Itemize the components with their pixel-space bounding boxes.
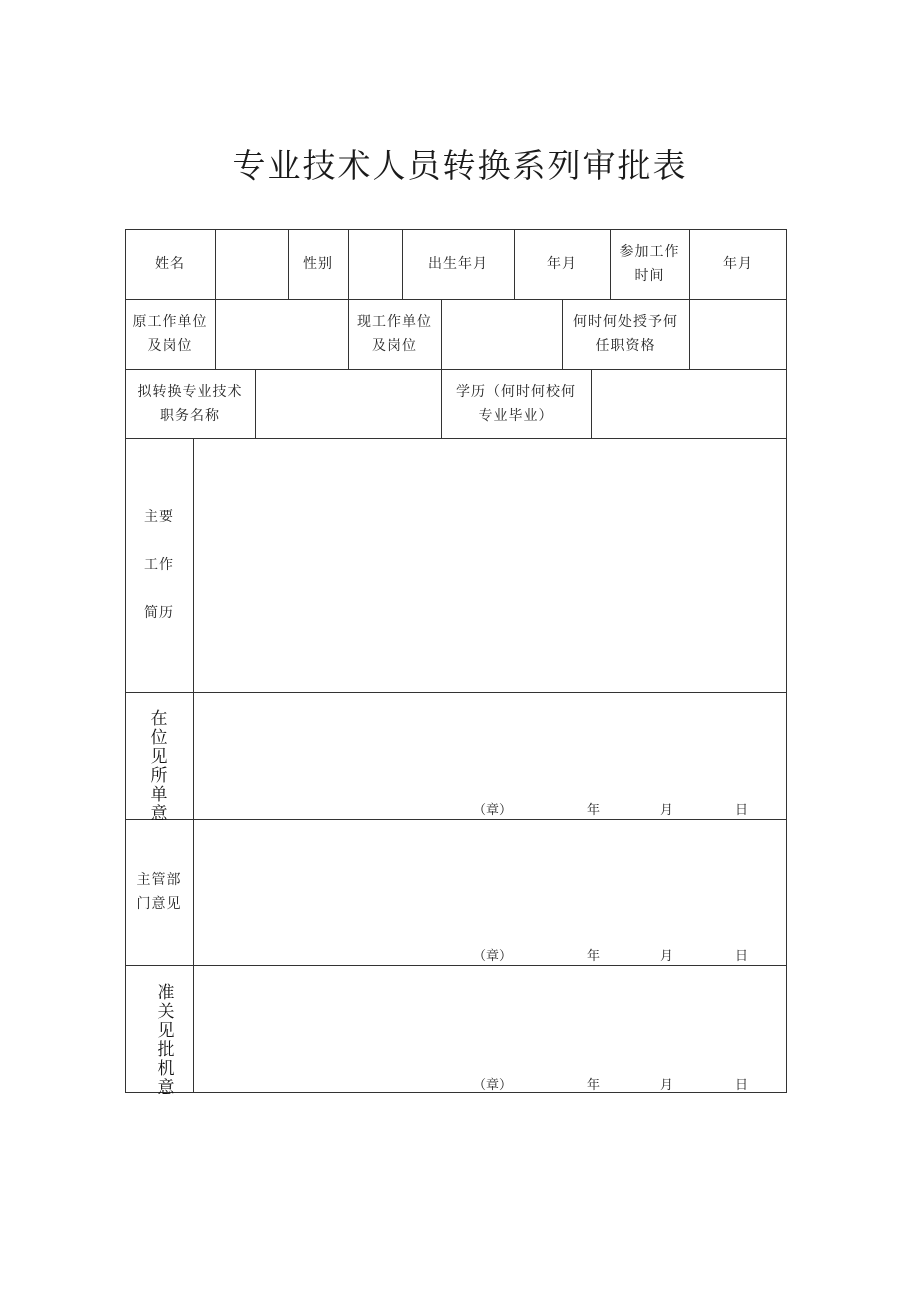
education-label-line2: 专业毕业） bbox=[478, 407, 554, 424]
current-unit-field[interactable] bbox=[441, 299, 562, 369]
dept-opinion-seal: （章） bbox=[473, 949, 513, 964]
original-unit-label-line2: 及岗位 bbox=[147, 338, 193, 354]
approval-opinion-day: 日 bbox=[735, 1078, 749, 1093]
unit-opinion-month: 月 bbox=[660, 803, 674, 818]
target-title-field[interactable] bbox=[255, 369, 441, 438]
qualification-label-line1: 何时何处授予何 bbox=[573, 314, 678, 330]
approval-opinion-char: 意 bbox=[157, 1078, 175, 1098]
unit-opinion-char: 单 bbox=[150, 785, 168, 805]
approval-opinion-char: 准 bbox=[157, 983, 175, 1003]
dept-opinion-label-line2: 门意见 bbox=[136, 896, 182, 912]
target-title-label-line2: 职务名称 bbox=[160, 407, 220, 424]
target-title-label-line1: 拟转换专业技术 bbox=[137, 383, 243, 400]
unit-opinion-seal: （章） bbox=[473, 803, 513, 818]
work-start-label bbox=[610, 229, 689, 299]
resume-label-line3: 简历 bbox=[144, 605, 174, 621]
page-title: 专业技术人员转换系列审批表 bbox=[232, 146, 688, 185]
birth-date-label: 出生年月 bbox=[428, 256, 488, 272]
work-start-field[interactable]: 年月 bbox=[723, 256, 753, 272]
approval-opinion-char: 批 bbox=[157, 1040, 175, 1060]
unit-opinion-char: 意 bbox=[150, 804, 168, 824]
unit-opinion-year: 年 bbox=[587, 803, 601, 818]
original-unit-label bbox=[125, 299, 215, 369]
birth-date-field[interactable]: 年月 bbox=[547, 256, 577, 272]
unit-opinion-char: 见 bbox=[150, 747, 168, 767]
resume-label bbox=[125, 438, 193, 692]
unit-opinion-day: 日 bbox=[735, 803, 749, 818]
current-unit-label-line2: 及岗位 bbox=[372, 338, 417, 354]
dept-opinion-year: 年 bbox=[587, 949, 601, 964]
resume-label-line1: 主要 bbox=[144, 509, 174, 525]
gender-label: 性别 bbox=[303, 256, 333, 272]
resume-label-line2: 工作 bbox=[144, 557, 174, 573]
unit-opinion-char: 所 bbox=[150, 766, 168, 786]
qualification-field[interactable] bbox=[689, 299, 787, 369]
education-label-line1: 学历（何时何校何 bbox=[456, 383, 576, 400]
approval-opinion-char: 关 bbox=[157, 1002, 175, 1022]
name-field[interactable] bbox=[215, 229, 288, 299]
approval-opinion-year: 年 bbox=[587, 1078, 601, 1093]
work-start-label-line1: 参加工作 bbox=[619, 244, 680, 260]
approval-opinion-seal: （章） bbox=[473, 1078, 513, 1093]
gender-field[interactable] bbox=[348, 229, 402, 299]
unit-opinion-char: 在 bbox=[150, 709, 168, 729]
target-title-label bbox=[125, 369, 255, 438]
name-label: 姓名 bbox=[155, 256, 185, 272]
approval-opinion-char: 机 bbox=[157, 1059, 175, 1079]
original-unit-label-line1: 原工作单位 bbox=[132, 314, 208, 330]
unit-opinion-label bbox=[147, 710, 171, 824]
dept-opinion-field[interactable] bbox=[193, 819, 787, 965]
education-label bbox=[441, 369, 591, 438]
qualification-label bbox=[562, 299, 689, 369]
approval-opinion-label bbox=[154, 984, 178, 1098]
dept-opinion-label bbox=[125, 819, 193, 965]
current-unit-label-line1: 现工作单位 bbox=[357, 314, 432, 330]
work-start-label-line2: 时间 bbox=[634, 268, 665, 284]
current-unit-label bbox=[348, 299, 441, 369]
approval-opinion-month: 月 bbox=[660, 1078, 674, 1093]
approval-opinion-char: 见 bbox=[157, 1021, 175, 1041]
original-unit-field[interactable] bbox=[215, 299, 348, 369]
dept-opinion-day: 日 bbox=[735, 949, 749, 964]
education-field[interactable] bbox=[591, 369, 787, 438]
unit-opinion-char: 位 bbox=[150, 728, 168, 748]
qualification-label-line2: 任职资格 bbox=[595, 338, 656, 354]
dept-opinion-month: 月 bbox=[660, 949, 674, 964]
dept-opinion-label-line1: 主管部 bbox=[136, 872, 182, 888]
resume-field[interactable] bbox=[193, 438, 787, 692]
